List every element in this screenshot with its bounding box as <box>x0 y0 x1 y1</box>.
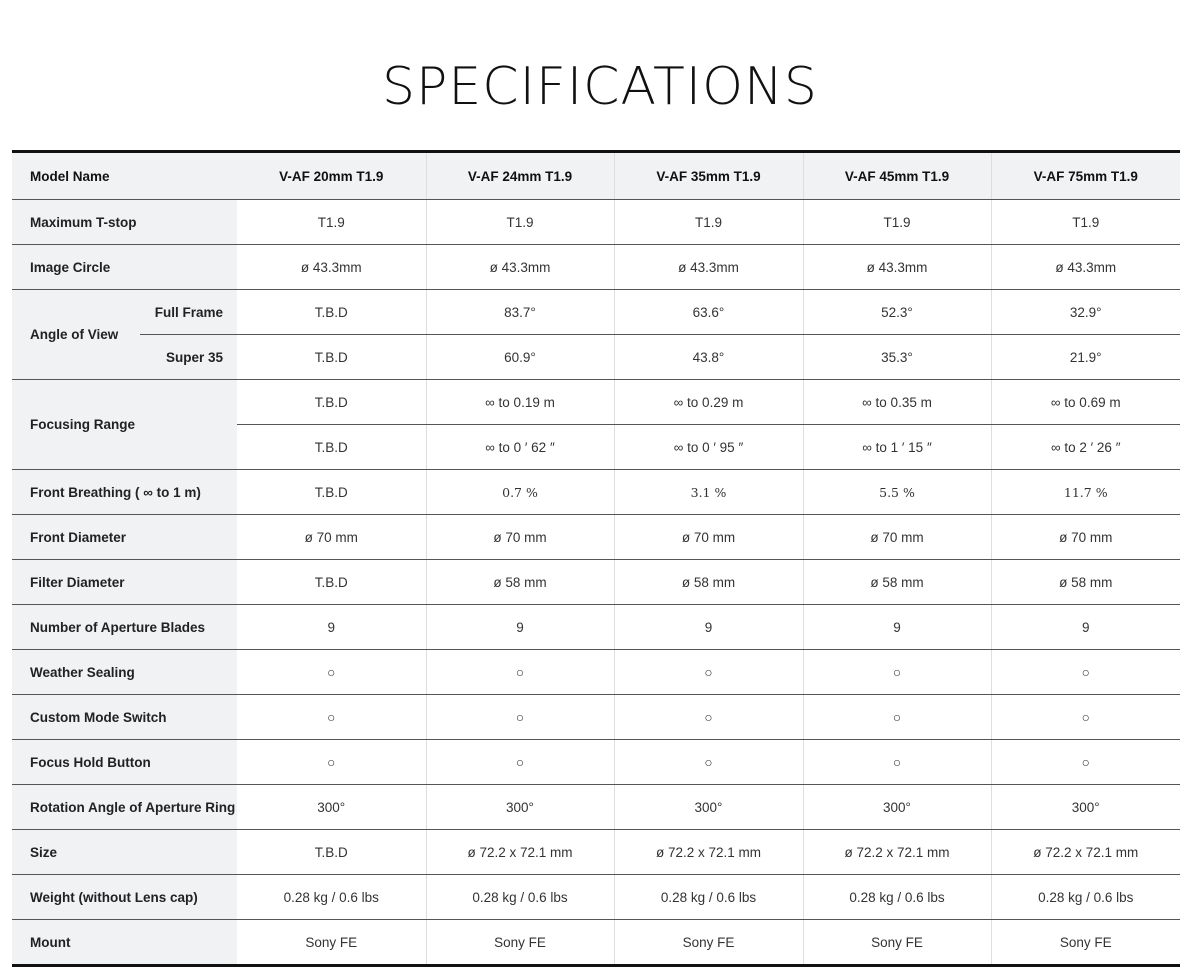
row-aperture-blades <box>12 605 1180 650</box>
row-label-size: Size <box>12 830 237 875</box>
cell-rotation-angle-20mm: 300° <box>237 785 426 830</box>
cell-mount-75mm: Sony FE <box>991 920 1180 966</box>
cell-filter-diameter-75mm: ø 58 mm <box>991 560 1180 605</box>
specifications-table <box>12 150 1180 967</box>
cell-front-breathing-75mm: 11.7 % <box>991 470 1180 515</box>
model-header-20mm: V-AF 20mm T1.9 <box>237 152 426 200</box>
cell-image-circle-20mm: ø 43.3mm <box>237 245 426 290</box>
cell-weight-75mm: 0.28 kg / 0.6 lbs <box>991 875 1180 920</box>
row-label-mount: Mount <box>12 920 237 966</box>
row-max-tstop <box>12 200 1180 245</box>
cell-aov-s35-75mm: 21.9° <box>991 335 1180 380</box>
row-label-rotation-angle: Rotation Angle of Aperture Ring <box>12 785 237 830</box>
cell-size-75mm: ø 72.2 x 72.1 mm <box>991 830 1180 875</box>
row-label-aperture-blades: Number of Aperture Blades <box>12 605 237 650</box>
model-header-35mm: V-AF 35mm T1.9 <box>614 152 803 200</box>
row-label-model-name: Model Name <box>12 152 237 200</box>
cell-focus-imperial-35mm: ∞ to 0 ′ 95 ″ <box>614 425 803 470</box>
model-header-45mm: V-AF 45mm T1.9 <box>803 152 991 200</box>
row-weather-sealing <box>12 650 1180 695</box>
cell-custom-mode-24mm: ○ <box>426 695 614 740</box>
cell-image-circle-45mm: ø 43.3mm <box>803 245 991 290</box>
cell-weight-20mm: 0.28 kg / 0.6 lbs <box>237 875 426 920</box>
cell-focus-metric-35mm: ∞ to 0.29 m <box>614 380 803 425</box>
cell-front-diameter-75mm: ø 70 mm <box>991 515 1180 560</box>
row-front-breathing <box>12 470 1180 515</box>
cell-filter-diameter-45mm: ø 58 mm <box>803 560 991 605</box>
cell-aperture-blades-35mm: 9 <box>614 605 803 650</box>
cell-aov-s35-45mm: 35.3° <box>803 335 991 380</box>
cell-front-breathing-45mm: 5.5 % <box>803 470 991 515</box>
cell-mount-24mm: Sony FE <box>426 920 614 966</box>
cell-aperture-blades-24mm: 9 <box>426 605 614 650</box>
cell-front-breathing-35mm: 3.1 % <box>614 470 803 515</box>
cell-filter-diameter-24mm: ø 58 mm <box>426 560 614 605</box>
cell-rotation-angle-75mm: 300° <box>991 785 1180 830</box>
cell-mount-20mm: Sony FE <box>237 920 426 966</box>
cell-weather-sealing-45mm: ○ <box>803 650 991 695</box>
cell-size-20mm: T.B.D <box>237 830 426 875</box>
cell-max-tstop-20mm: T1.9 <box>237 200 426 245</box>
row-label-front-breathing: Front Breathing ( ∞ to 1 m) <box>12 470 237 515</box>
cell-front-diameter-20mm: ø 70 mm <box>237 515 426 560</box>
cell-weight-45mm: 0.28 kg / 0.6 lbs <box>803 875 991 920</box>
cell-rotation-angle-24mm: 300° <box>426 785 614 830</box>
cell-custom-mode-20mm: ○ <box>237 695 426 740</box>
cell-front-diameter-24mm: ø 70 mm <box>426 515 614 560</box>
cell-weather-sealing-24mm: ○ <box>426 650 614 695</box>
cell-aov-ff-75mm: 32.9° <box>991 290 1180 335</box>
cell-max-tstop-45mm: T1.9 <box>803 200 991 245</box>
row-focus-hold-button <box>12 740 1180 785</box>
cell-aov-s35-20mm: T.B.D <box>237 335 426 380</box>
cell-weather-sealing-75mm: ○ <box>991 650 1180 695</box>
cell-weather-sealing-35mm: ○ <box>614 650 803 695</box>
cell-filter-diameter-20mm: T.B.D <box>237 560 426 605</box>
row-custom-mode-switch <box>12 695 1180 740</box>
cell-filter-diameter-35mm: ø 58 mm <box>614 560 803 605</box>
cell-max-tstop-24mm: T1.9 <box>426 200 614 245</box>
cell-focus-hold-35mm: ○ <box>614 740 803 785</box>
sublabel-super35: Super 35 <box>140 335 237 380</box>
cell-custom-mode-75mm: ○ <box>991 695 1180 740</box>
row-label-custom-mode-switch: Custom Mode Switch <box>12 695 237 740</box>
cell-front-breathing-24mm: 0.7 % <box>426 470 614 515</box>
row-image-circle <box>12 245 1180 290</box>
row-filter-diameter <box>12 560 1180 605</box>
row-label-focus-hold-button: Focus Hold Button <box>12 740 237 785</box>
cell-weight-35mm: 0.28 kg / 0.6 lbs <box>614 875 803 920</box>
cell-focus-hold-20mm: ○ <box>237 740 426 785</box>
cell-front-diameter-45mm: ø 70 mm <box>803 515 991 560</box>
cell-focus-hold-24mm: ○ <box>426 740 614 785</box>
cell-max-tstop-75mm: T1.9 <box>991 200 1180 245</box>
cell-focus-metric-75mm: ∞ to 0.69 m <box>991 380 1180 425</box>
cell-size-45mm: ø 72.2 x 72.1 mm <box>803 830 991 875</box>
cell-aperture-blades-45mm: 9 <box>803 605 991 650</box>
cell-size-35mm: ø 72.2 x 72.1 mm <box>614 830 803 875</box>
row-rotation-angle <box>12 785 1180 830</box>
row-label-weight: Weight (without Lens cap) <box>12 875 237 920</box>
row-label-front-diameter: Front Diameter <box>12 515 237 560</box>
sublabel-full-frame: Full Frame <box>140 290 237 335</box>
row-weight <box>12 875 1180 920</box>
cell-focus-imperial-24mm: ∞ to 0 ′ 62 ″ <box>426 425 614 470</box>
row-label-max-tstop: Maximum T-stop <box>12 200 237 245</box>
cell-mount-35mm: Sony FE <box>614 920 803 966</box>
cell-focus-imperial-75mm: ∞ to 2 ′ 26 ″ <box>991 425 1180 470</box>
cell-max-tstop-35mm: T1.9 <box>614 200 803 245</box>
cell-aov-s35-35mm: 43.8° <box>614 335 803 380</box>
row-label-image-circle: Image Circle <box>12 245 237 290</box>
cell-size-24mm: ø 72.2 x 72.1 mm <box>426 830 614 875</box>
cell-aperture-blades-20mm: 9 <box>237 605 426 650</box>
cell-front-breathing-20mm: T.B.D <box>237 470 426 515</box>
cell-aov-ff-24mm: 83.7° <box>426 290 614 335</box>
cell-focus-metric-20mm: T.B.D <box>237 380 426 425</box>
row-label-weather-sealing: Weather Sealing <box>12 650 237 695</box>
cell-image-circle-24mm: ø 43.3mm <box>426 245 614 290</box>
model-header-24mm: V-AF 24mm T1.9 <box>426 152 614 200</box>
row-label-angle-of-view: Angle of View <box>12 290 140 380</box>
cell-weight-24mm: 0.28 kg / 0.6 lbs <box>426 875 614 920</box>
model-header-75mm: V-AF 75mm T1.9 <box>991 152 1180 200</box>
cell-custom-mode-35mm: ○ <box>614 695 803 740</box>
cell-custom-mode-45mm: ○ <box>803 695 991 740</box>
cell-image-circle-35mm: ø 43.3mm <box>614 245 803 290</box>
cell-aperture-blades-75mm: 9 <box>991 605 1180 650</box>
cell-aov-ff-20mm: T.B.D <box>237 290 426 335</box>
cell-focus-metric-24mm: ∞ to 0.19 m <box>426 380 614 425</box>
cell-focus-hold-75mm: ○ <box>991 740 1180 785</box>
row-label-focusing-range: Focusing Range <box>12 380 237 470</box>
cell-weather-sealing-20mm: ○ <box>237 650 426 695</box>
row-aov-super35 <box>12 335 1180 380</box>
row-front-diameter <box>12 515 1180 560</box>
row-model-name <box>12 152 1180 200</box>
cell-focus-metric-45mm: ∞ to 0.35 m <box>803 380 991 425</box>
cell-image-circle-75mm: ø 43.3mm <box>991 245 1180 290</box>
cell-focus-hold-45mm: ○ <box>803 740 991 785</box>
cell-aov-ff-45mm: 52.3° <box>803 290 991 335</box>
row-aov-full-frame <box>12 290 1180 335</box>
row-focus-metric <box>12 380 1180 425</box>
page-title: SPECIFICATIONS <box>382 57 818 117</box>
row-label-filter-diameter: Filter Diameter <box>12 560 237 605</box>
row-size <box>12 830 1180 875</box>
cell-rotation-angle-45mm: 300° <box>803 785 991 830</box>
cell-rotation-angle-35mm: 300° <box>614 785 803 830</box>
cell-focus-imperial-20mm: T.B.D <box>237 425 426 470</box>
cell-aov-s35-24mm: 60.9° <box>426 335 614 380</box>
cell-aov-ff-35mm: 63.6° <box>614 290 803 335</box>
cell-focus-imperial-45mm: ∞ to 1 ′ 15 ″ <box>803 425 991 470</box>
cell-front-diameter-35mm: ø 70 mm <box>614 515 803 560</box>
row-mount <box>12 920 1180 966</box>
cell-mount-45mm: Sony FE <box>803 920 991 966</box>
